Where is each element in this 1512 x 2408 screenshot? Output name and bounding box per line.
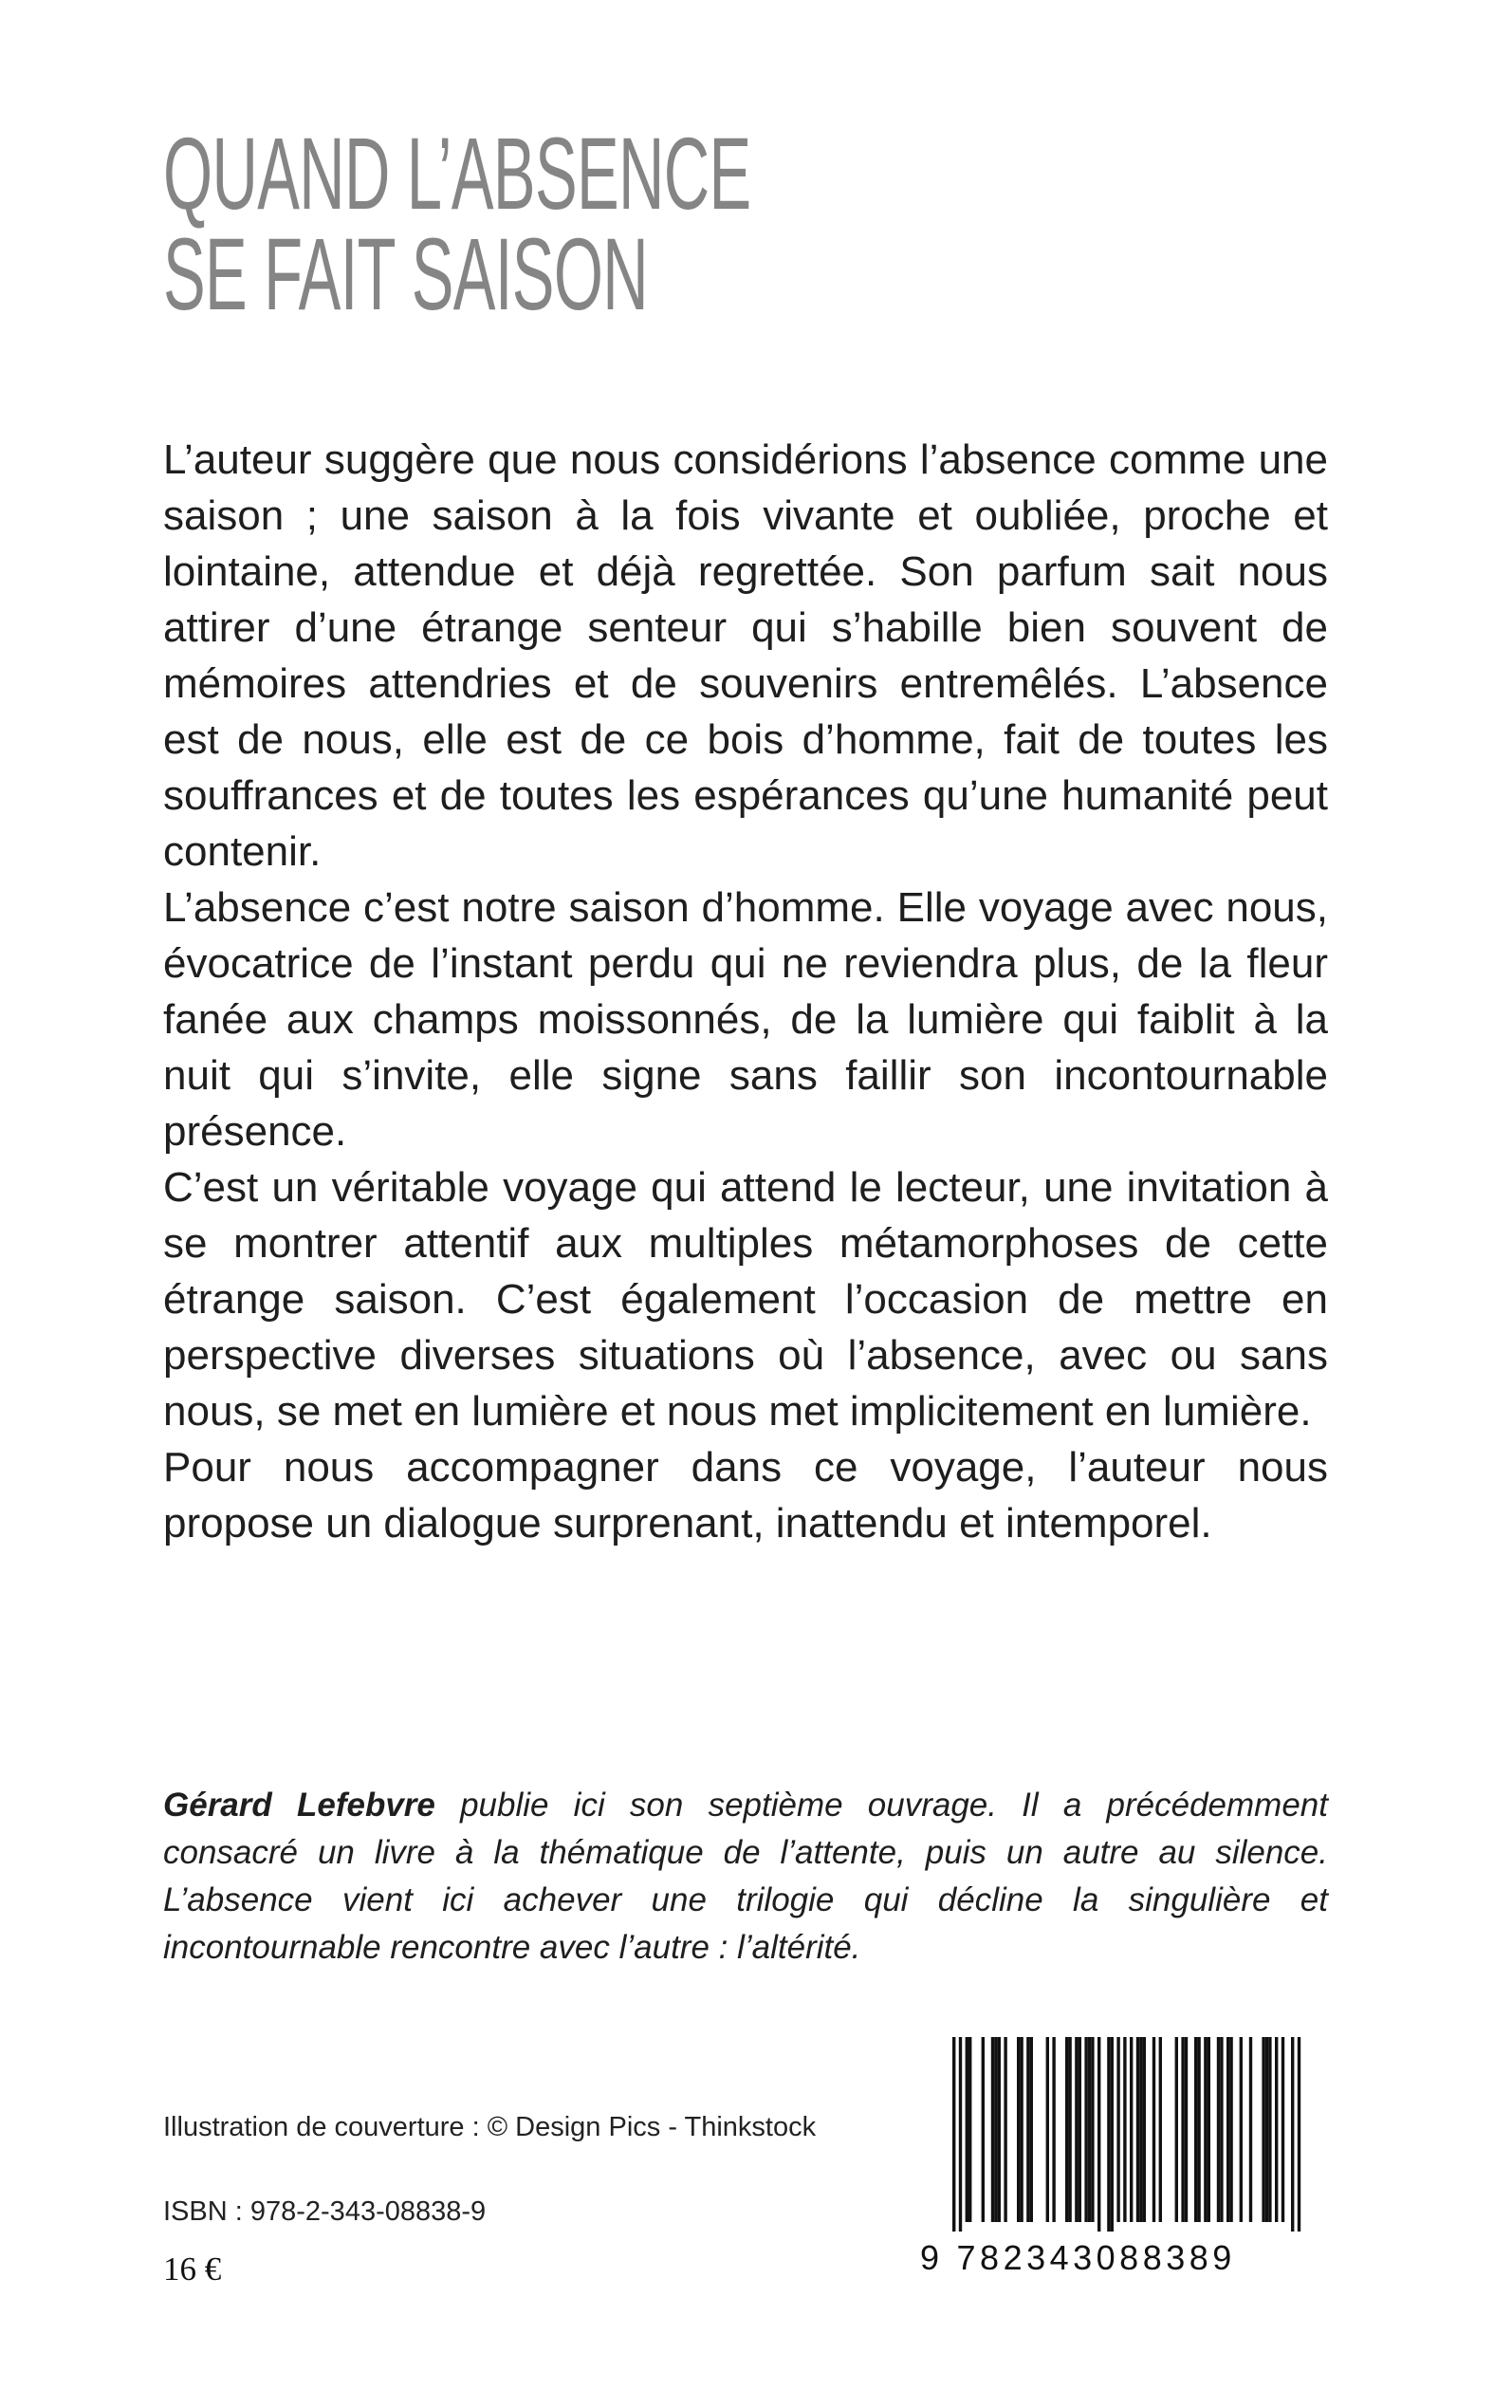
barcode-bar <box>959 2037 962 2232</box>
barcode-bar <box>1291 2037 1294 2232</box>
barcode-bar <box>1020 2037 1023 2222</box>
barcode-bar <box>952 2037 955 2232</box>
blurb <box>163 432 1328 1551</box>
barcode-bar <box>1265 2037 1268 2222</box>
barcode-bar <box>1181 2037 1184 2222</box>
barcode-bar <box>1107 2037 1110 2232</box>
barcode-bar <box>1123 2037 1126 2222</box>
isbn: ISBN : 978-2-343-08838-9 <box>163 2196 487 2227</box>
barcode-bar <box>1136 2037 1139 2222</box>
blurb-paragraph: L’auteur suggère que nous considérions l’absence comme une saison ; une saison à la fois vivante et oubliée, proche et lointaine, attendue et déjà regrettée. Son parfum sait nous attirer d’une étrange senteur qui s’habille bien souvent de mémoires attendries et de souvenirs entremêlés. L’absence est de nous, elle est de ce bois d’homme, fait de toutes les souffrances et de toutes les espérances qu’une humanité peut contenir. <box>163 436 1328 875</box>
barcode-bar <box>1017 2037 1020 2222</box>
barcode-bar <box>1026 2037 1029 2222</box>
barcode-first-digit: 9 <box>920 2238 944 2277</box>
title-line-2: SE FAIT SAISON <box>163 216 649 331</box>
barcode-bar <box>1139 2037 1142 2222</box>
barcode-bar <box>1204 2037 1207 2222</box>
barcode-bar <box>982 2037 985 2222</box>
blurb-paragraph: C’est un véritable voyage qui attend le lecteur, une invitation à se montrer attentif aux multiples métamorphoses de cette étrange saison. C’est également l’occasion de mettre en perspective diverses situations où l’absence, avec ou sans nous, se met en lumière et nous met implicitement en lumière. <box>163 1164 1328 1435</box>
barcode-bar <box>1175 2037 1178 2222</box>
barcode-bar <box>1143 2037 1146 2222</box>
barcode-bar <box>1091 2037 1094 2222</box>
barcode-bar <box>1004 2037 1006 2222</box>
barcode-bar <box>991 2037 994 2222</box>
barcode-bar <box>1065 2037 1068 2222</box>
barcode-bar <box>1220 2037 1223 2222</box>
barcode-bar <box>1249 2037 1252 2222</box>
barcode-bar <box>968 2037 971 2222</box>
barcode-bar <box>1111 2037 1114 2232</box>
barcode-bar <box>1197 2037 1200 2222</box>
barcode-bar <box>1226 2037 1229 2222</box>
barcode-bar <box>1262 2037 1264 2222</box>
barcode-bar <box>1130 2037 1133 2222</box>
barcode-bar <box>1152 2037 1155 2222</box>
barcode-bar <box>1208 2037 1210 2222</box>
barcode-number: 782343088389 <box>956 2238 1236 2277</box>
barcode-bar <box>1079 2037 1081 2222</box>
barcode-bar <box>1217 2037 1220 2222</box>
blurb-paragraph: L’absence c’est notre saison d’homme. Elle voyage avec nous, évocatrice de l’instant perdu qui ne reviendra plus, de la fleur fanée aux champs moissonnés, de la lumière qui faiblit à la nuit qui s’invite, elle signe sans faillir son incontournable présence. <box>163 884 1328 1155</box>
cover-credit: Illustration de couverture : © Design Pics - Thinkstock <box>163 2112 817 2142</box>
barcode-bar <box>1088 2037 1091 2222</box>
barcode-bar <box>1298 2037 1300 2232</box>
barcode <box>920 2037 1323 2286</box>
barcode-bar <box>1097 2037 1100 2232</box>
barcode-bar <box>1068 2037 1071 2222</box>
barcode-bar <box>1052 2037 1055 2222</box>
barcode-bar <box>1240 2037 1243 2222</box>
barcode-bar <box>966 2037 968 2222</box>
barcode-bar <box>1116 2037 1119 2222</box>
price: 16 € <box>163 2251 222 2288</box>
barcode-bars <box>920 2037 1323 2232</box>
barcode-bar <box>1194 2037 1197 2222</box>
author-bio <box>163 1782 1328 1972</box>
barcode-bar <box>998 2037 1001 2222</box>
barcode-bar <box>994 2037 997 2222</box>
barcode-bar <box>1282 2037 1284 2222</box>
barcode-bar <box>1275 2037 1278 2222</box>
author-bio-text: publie ici son septième ouvrage. Il a précédemment consacré un livre à la thématique de l’attente, puis un autre au silence. L’absence vient ici achever une trilogie qui décline la singulière et incontournable rencontre avec l’autre : l’altérité. <box>163 1787 1328 1966</box>
title-line-1: QUAND L’ABSENCE <box>163 116 751 231</box>
barcode-bar <box>1046 2037 1049 2222</box>
barcode-bar <box>1159 2037 1162 2222</box>
barcode-bar <box>1030 2037 1033 2222</box>
barcode-bar <box>1084 2037 1087 2222</box>
barcode-bar <box>1185 2037 1188 2222</box>
author-name: Gérard Lefebvre <box>163 1787 435 1824</box>
barcode-bar <box>1268 2037 1271 2222</box>
barcode-digits <box>920 2238 1323 2278</box>
book-title <box>163 116 1112 331</box>
blurb-paragraph: Pour nous accompagner dans ce voyage, l’auteur nous propose un dialogue surprenant, inattendu et intemporel. <box>163 1444 1328 1547</box>
barcode-bar <box>1229 2037 1232 2222</box>
barcode-bar <box>1075 2037 1078 2222</box>
